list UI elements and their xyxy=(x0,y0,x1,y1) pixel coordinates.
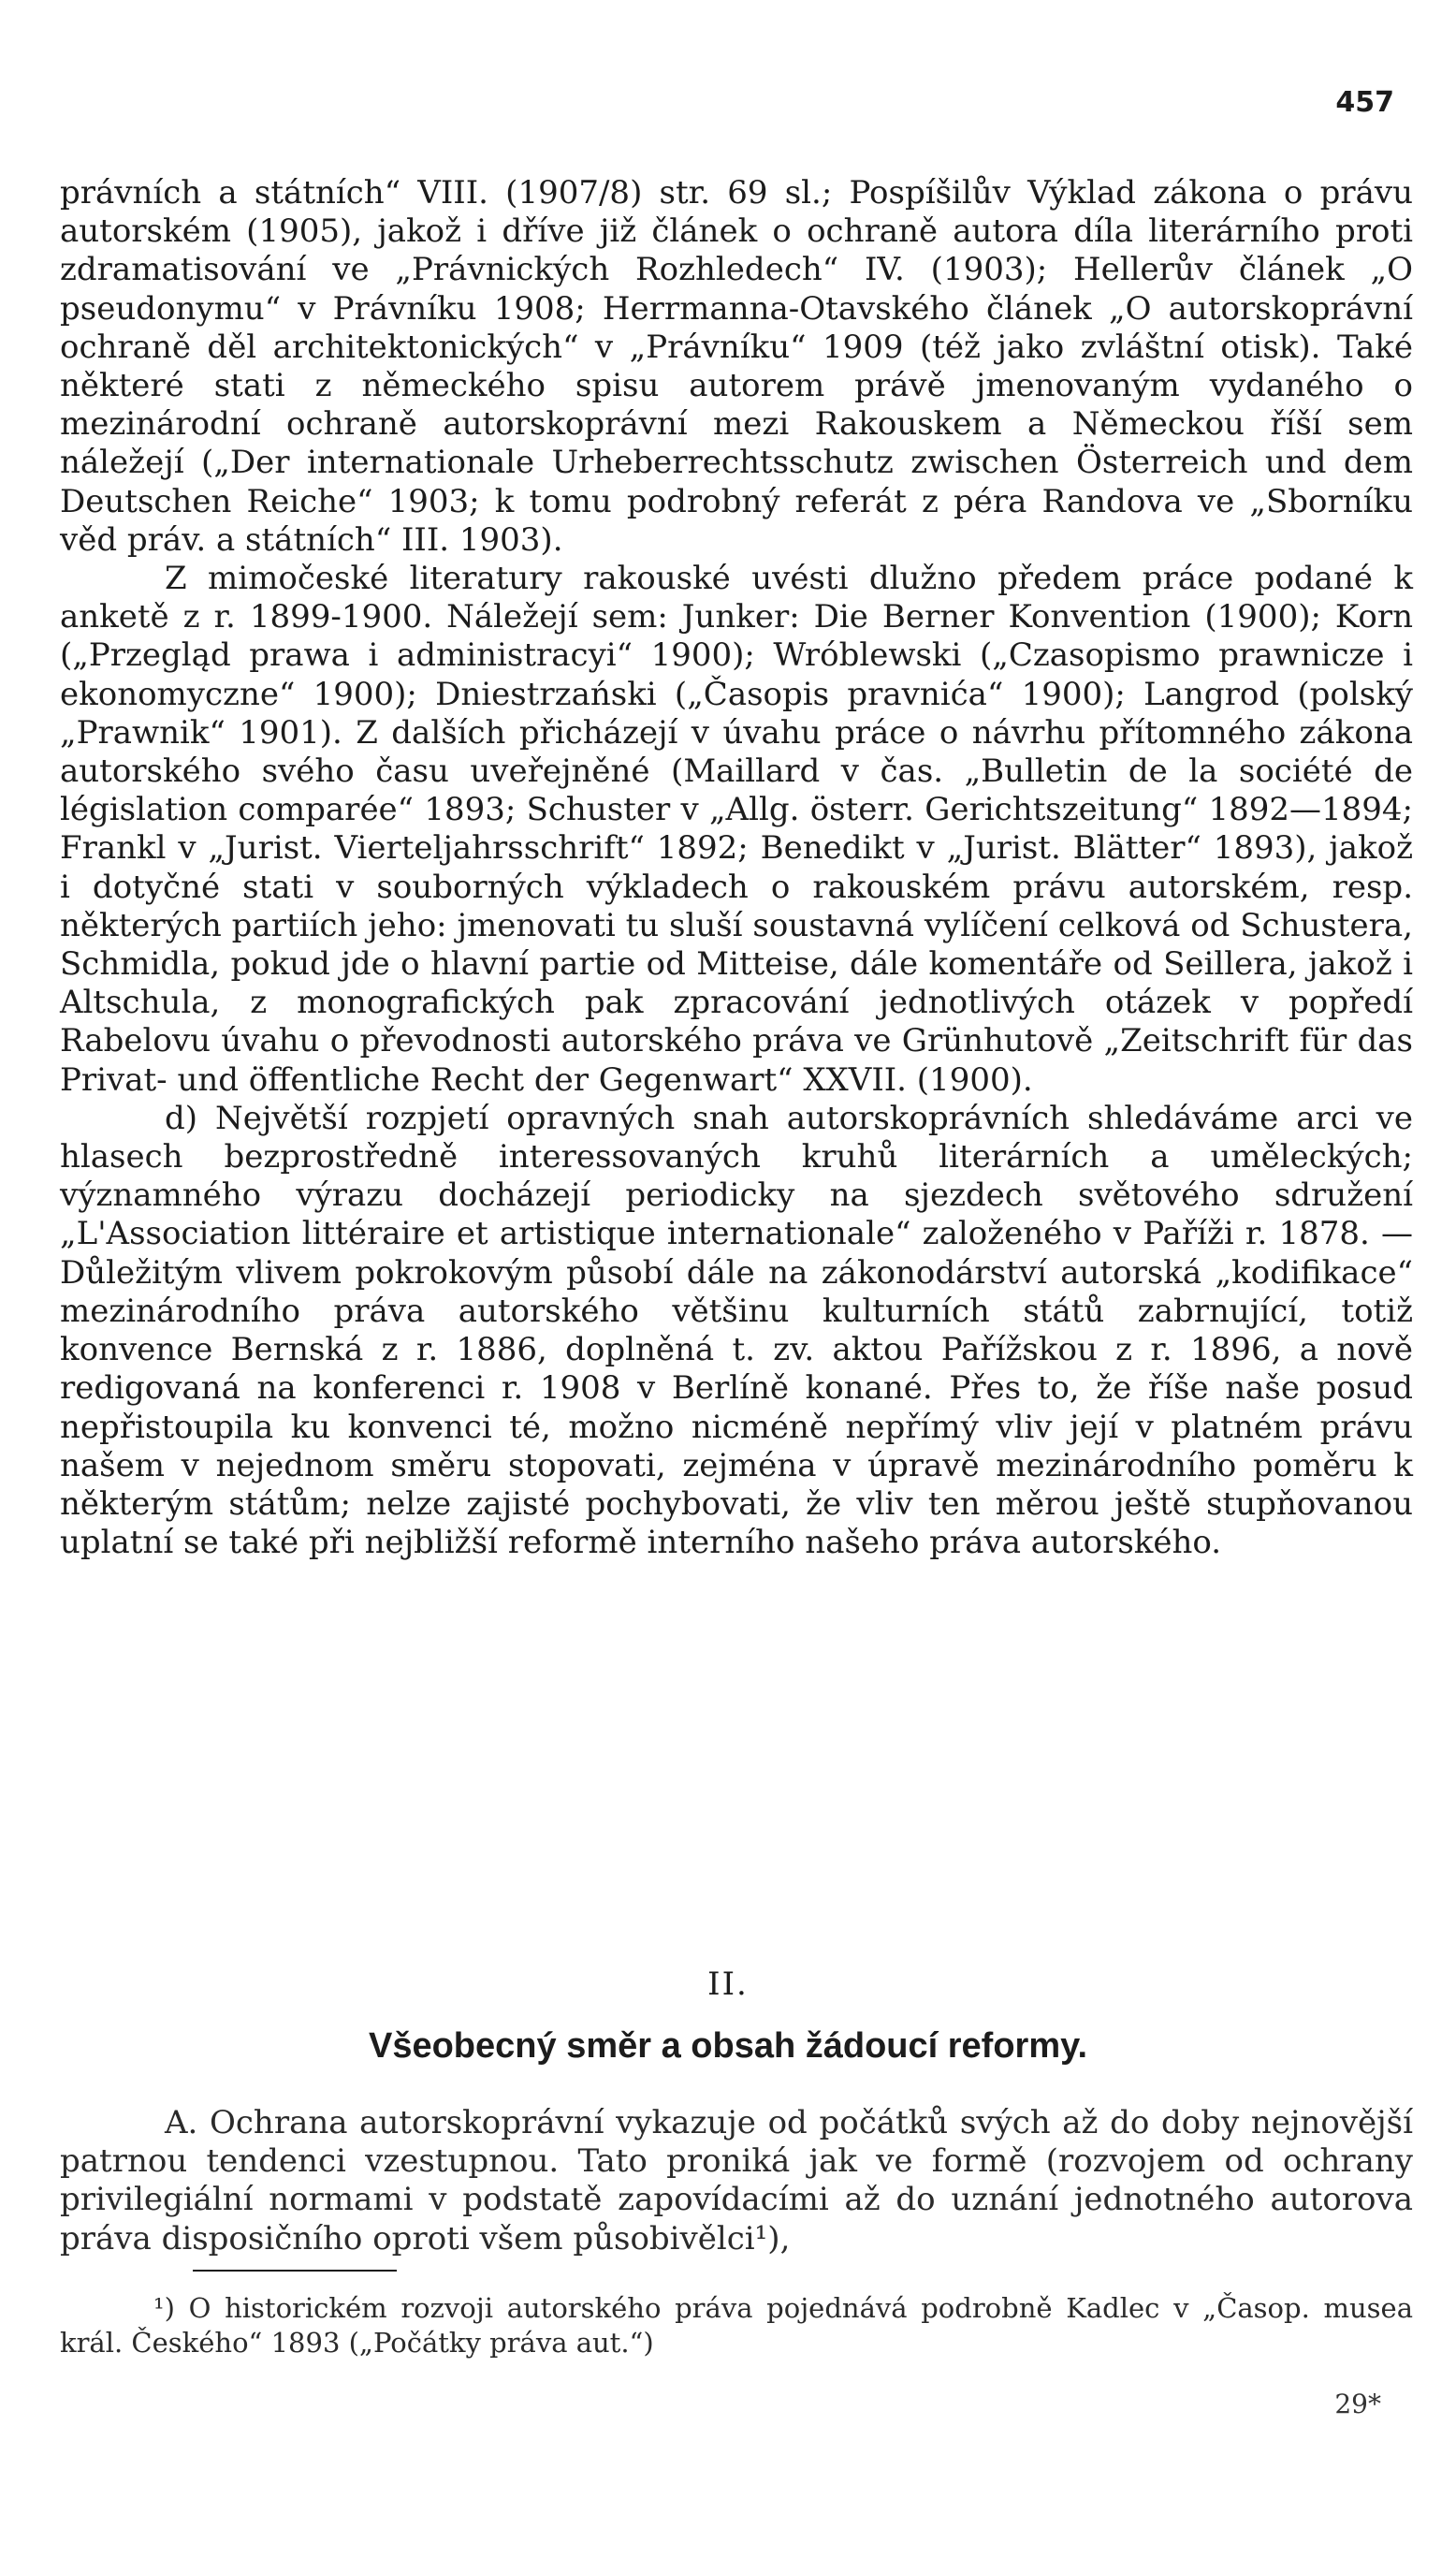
footnote-text: ¹) O historickém rozvoji autorského práva pojednává podrobně Kadlec v „Časop. musea král. Českého“ 1893 („Počátky práva aut.“) xyxy=(60,2292,1413,2359)
section-paragraph: A. Ochrana autorskoprávní vykazuje od počátků svých až do doby nejnovější patrnou tendenci vzestupnou. Tato proniká jak ve formě (rozvojem od ochrany privilegiální normami v podstatě zapovídacími až do uznání jednotného autorova práva disposičního oproti všem působivělci¹), xyxy=(60,2104,1413,2257)
paragraph-2: Z mimočeské literatury rakouské uvésti dlužno předem práce podané k anketě z r. 1899-1900. Náležejí sem: Junker: Die Berner Konvention (1900); Korn („Przegląd prawa i administracyi“ 1900); Wróblewski („Czasopismo prawnicze i ekonomyczne“ 1900); Dniestrzański („Časopis pravnića“ 1900); Langrod (polský „Prawnik“ 1901). Z dalších přicházejí v úvahu práce o návrhu přítomného zákona autorského svého času uveřejněné (Maillard v čas. „Bulletin de la société de législation comparée“ 1893; Schuster v „Allg. österr. Gerichtszeitung“ 1892—1894; Frankl v „Jurist. Vierteljahrsschrift“ 1892; Benedikt v „Jurist. Blätter“ 1893), jakož i dotyčné stati v souborných výkladech o rakouském právu autorském, resp. některých partiích jeho: jmenovati tu sluší soustavná vylíčení celková od Schustera, Schmidla, pokud jde o hlavní partie od Mitteise, dále komentáře od Seillera, jakož i Altschula, z monografických pak zpracování jednotlivých otázek v popředí Rabelovu úvahu o převodnosti autorského práva ve Grünhutově „Zeitschrift für das Privat- und öffentliche Recht der Gegenwart“ XXVII. (1900). xyxy=(60,560,1413,1099)
section-text xyxy=(60,2104,1413,2258)
section-number: II. xyxy=(707,1965,749,2003)
paragraph-1: právních a státních“ VIII. (1907/8) str. 69 sl.; Pospíšilův Výklad zákona o právu autorském (1905), jakož i dříve již článek o ochraně autora díla literárního proti zdramatisování ve „Právnických Rozhledech“ IV. (1903); Hellerův článek „O pseudonymu“ v Právníku 1908; Herrmanna-Otavského článek „O autorskoprávní ochraně děl architektonických“ v „Právníku“ 1909 (též jako zvláštní otisk). Také některé stati z německého spisu autorem právě jmenovaným vydaného o mezinárodní ochraně autorskoprávní mezi Rakouskem a Německou říší sem náležejí („Der internationale Urheberrechtsschutz zwischen Österreich und dem Deutschen Reiche“ 1903; k tomu podrobný referát z péra Randova ve „Sborníku věd práv. a státních“ III. 1903). xyxy=(60,174,1413,559)
footnote-divider xyxy=(193,2270,397,2272)
footnote xyxy=(60,2291,1413,2360)
paragraph-3: d) Největší rozpjetí opravných snah autorskoprávních shledáváme arci ve hlasech bezprostředně interessovaných kruhů literárních a uměleckých; významného výrazu docházejí periodicky na sjezdech světového sdružení „L'Association littéraire et artistique internationale“ založeného v Paříži r. 1878. — Důležitým vlivem pokrokovým působí dále na zákonodárství autorská „kodifikace“ mezinárodního práva autorského většinu kulturních států zabrnující, totiž konvence Bernská z r. 1886, doplněná t. zv. aktou Pařížskou z r. 1896, a nově redigovaná na konferenci r. 1908 v Berlíně konané. Přes to, že říše naše posud nepřistoupila ku konvenci té, možno nicméně nepřímý vliv její v platném právu našem v nejednom směru stopovati, zejména v úpravě mezinárodního poměru k některým státům; nelze zajisté pochybovati, že vliv ten měrou ještě stupňovanou uplatní se také při nejbližší reformě interního našeho práva autorského. xyxy=(60,1099,1413,1562)
section-title: Všeobecný směr a obsah žádoucí reformy. xyxy=(368,2026,1087,2066)
main-text xyxy=(60,174,1413,1562)
signature-mark: 29* xyxy=(1334,2389,1381,2419)
page-number: 457 xyxy=(1335,86,1394,119)
